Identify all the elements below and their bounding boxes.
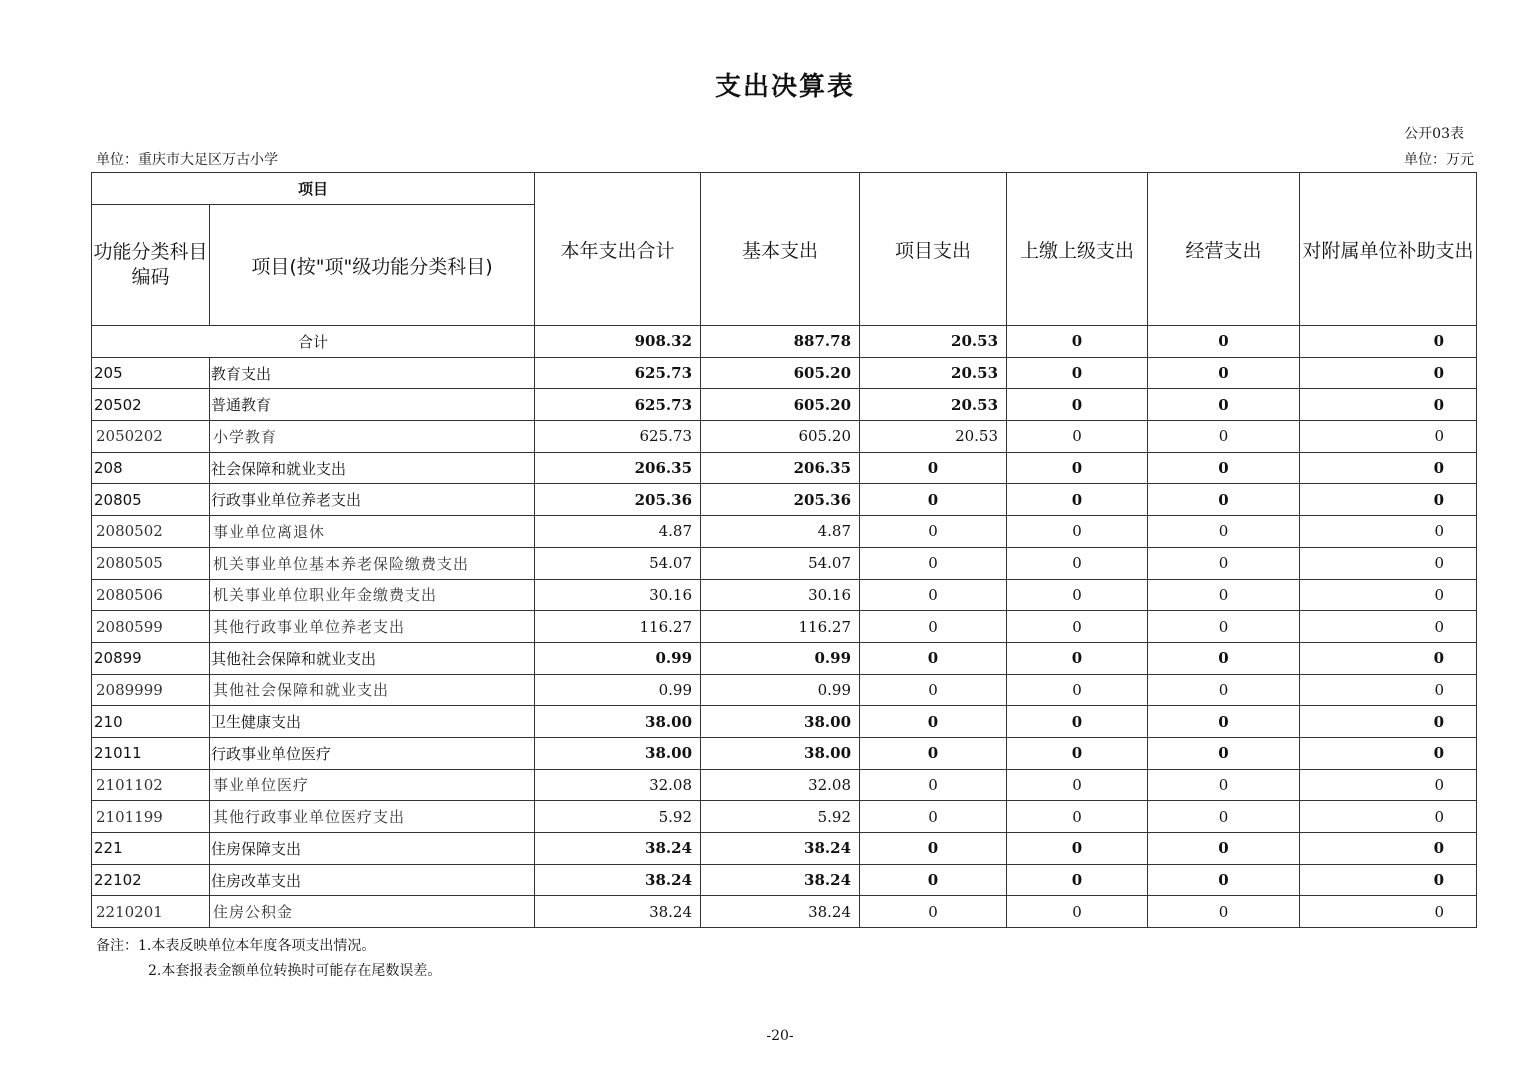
table-row bbox=[92, 896, 1477, 928]
code-cell: 20805 bbox=[92, 484, 210, 516]
notes bbox=[96, 934, 441, 984]
subsidy-cell: 0 bbox=[1300, 484, 1477, 516]
subsidy-cell: 0 bbox=[1300, 611, 1477, 643]
project-cell: 0 bbox=[860, 737, 1007, 769]
code-cell: 2080505 bbox=[92, 547, 210, 579]
project-cell: 0 bbox=[860, 484, 1007, 516]
code-cell: 2089999 bbox=[92, 674, 210, 706]
upper-cell: 0 bbox=[1007, 737, 1148, 769]
business-cell: 0 bbox=[1148, 326, 1300, 358]
code-cell: 2050202 bbox=[92, 421, 210, 453]
table-row bbox=[92, 833, 1477, 865]
table-row bbox=[92, 674, 1477, 706]
name-cell: 其他社会保障和就业支出 bbox=[210, 642, 535, 674]
upper-cell: 0 bbox=[1007, 801, 1148, 833]
upper-cell: 0 bbox=[1007, 674, 1148, 706]
header-item: 项目(按"项"级功能分类科目) bbox=[210, 205, 535, 326]
table-row bbox=[92, 516, 1477, 548]
project-cell: 0 bbox=[860, 516, 1007, 548]
project-cell: 0 bbox=[860, 674, 1007, 706]
subsidy-cell: 0 bbox=[1300, 326, 1477, 358]
code-cell: 20899 bbox=[92, 642, 210, 674]
total-cell: 625.73 bbox=[535, 389, 701, 421]
upper-cell: 0 bbox=[1007, 769, 1148, 801]
total-cell: 908.32 bbox=[535, 326, 701, 358]
upper-cell: 0 bbox=[1007, 357, 1148, 389]
name-cell: 住房保障支出 bbox=[210, 833, 535, 865]
upper-cell: 0 bbox=[1007, 389, 1148, 421]
form-number: 公开03表 bbox=[1404, 126, 1464, 142]
table-row bbox=[92, 801, 1477, 833]
project-cell: 0 bbox=[860, 611, 1007, 643]
table-row bbox=[92, 642, 1477, 674]
code-cell: 210 bbox=[92, 706, 210, 738]
name-cell: 行政事业单位养老支出 bbox=[210, 484, 535, 516]
business-cell: 0 bbox=[1148, 484, 1300, 516]
project-cell: 0 bbox=[860, 706, 1007, 738]
name-cell: 住房公积金 bbox=[210, 896, 535, 928]
project-cell: 20.53 bbox=[860, 357, 1007, 389]
upper-cell: 0 bbox=[1007, 864, 1148, 896]
subsidy-cell: 0 bbox=[1300, 896, 1477, 928]
code-cell: 2101199 bbox=[92, 801, 210, 833]
basic-cell: 32.08 bbox=[701, 769, 860, 801]
project-cell: 0 bbox=[860, 579, 1007, 611]
name-cell: 社会保障和就业支出 bbox=[210, 452, 535, 484]
total-cell: 0.99 bbox=[535, 642, 701, 674]
total-cell: 0.99 bbox=[535, 674, 701, 706]
business-cell: 0 bbox=[1148, 421, 1300, 453]
table-row bbox=[92, 357, 1477, 389]
subsidy-cell: 0 bbox=[1300, 706, 1477, 738]
subsidy-cell: 0 bbox=[1300, 737, 1477, 769]
expenditure-table bbox=[91, 172, 1477, 928]
name-cell: 住房改革支出 bbox=[210, 864, 535, 896]
header-total: 本年支出合计 bbox=[535, 173, 701, 326]
upper-cell: 0 bbox=[1007, 421, 1148, 453]
total-cell: 116.27 bbox=[535, 611, 701, 643]
name-cell: 行政事业单位医疗 bbox=[210, 737, 535, 769]
basic-cell: 605.20 bbox=[701, 357, 860, 389]
total-cell: 54.07 bbox=[535, 547, 701, 579]
basic-cell: 887.78 bbox=[701, 326, 860, 358]
basic-cell: 38.00 bbox=[701, 737, 860, 769]
header-project: 项目 bbox=[92, 173, 535, 205]
project-cell: 0 bbox=[860, 801, 1007, 833]
total-cell: 205.36 bbox=[535, 484, 701, 516]
basic-cell: 206.35 bbox=[701, 452, 860, 484]
table-row bbox=[92, 737, 1477, 769]
basic-cell: 605.20 bbox=[701, 389, 860, 421]
business-cell: 0 bbox=[1148, 611, 1300, 643]
project-cell: 0 bbox=[860, 642, 1007, 674]
business-cell: 0 bbox=[1148, 864, 1300, 896]
table-row bbox=[92, 579, 1477, 611]
note-line-1: 备注：1.本表反映单位本年度各项支出情况。 bbox=[96, 938, 376, 954]
basic-cell: 0.99 bbox=[701, 674, 860, 706]
total-cell: 38.24 bbox=[535, 864, 701, 896]
table-row bbox=[92, 452, 1477, 484]
table-row bbox=[92, 611, 1477, 643]
business-cell: 0 bbox=[1148, 801, 1300, 833]
currency-unit: 单位：万元 bbox=[1404, 152, 1474, 168]
basic-cell: 5.92 bbox=[701, 801, 860, 833]
table-row bbox=[92, 547, 1477, 579]
subsidy-cell: 0 bbox=[1300, 769, 1477, 801]
total-cell: 38.00 bbox=[535, 737, 701, 769]
subsidy-cell: 0 bbox=[1300, 516, 1477, 548]
subsidy-cell: 0 bbox=[1300, 421, 1477, 453]
total-cell: 32.08 bbox=[535, 769, 701, 801]
name-cell: 其他行政事业单位医疗支出 bbox=[210, 801, 535, 833]
name-cell: 机关事业单位基本养老保险缴费支出 bbox=[210, 547, 535, 579]
basic-cell: 38.00 bbox=[701, 706, 860, 738]
name-cell: 事业单位医疗 bbox=[210, 769, 535, 801]
total-cell: 30.16 bbox=[535, 579, 701, 611]
upper-cell: 0 bbox=[1007, 484, 1148, 516]
subsidy-cell: 0 bbox=[1300, 547, 1477, 579]
code-cell: 2080599 bbox=[92, 611, 210, 643]
subsidy-cell: 0 bbox=[1300, 674, 1477, 706]
subsidy-cell: 0 bbox=[1300, 864, 1477, 896]
code-cell: 2101102 bbox=[92, 769, 210, 801]
business-cell: 0 bbox=[1148, 674, 1300, 706]
basic-cell: 0.99 bbox=[701, 642, 860, 674]
business-cell: 0 bbox=[1148, 769, 1300, 801]
table-row bbox=[92, 769, 1477, 801]
name-cell: 其他社会保障和就业支出 bbox=[210, 674, 535, 706]
upper-cell: 0 bbox=[1007, 706, 1148, 738]
project-cell: 0 bbox=[860, 452, 1007, 484]
total-cell: 38.00 bbox=[535, 706, 701, 738]
project-cell: 20.53 bbox=[860, 421, 1007, 453]
header-basic: 基本支出 bbox=[701, 173, 860, 326]
total-cell: 4.87 bbox=[535, 516, 701, 548]
total-cell: 206.35 bbox=[535, 452, 701, 484]
reporting-unit: 单位：重庆市大足区万古小学 bbox=[96, 152, 278, 168]
code-cell: 2080506 bbox=[92, 579, 210, 611]
total-row bbox=[92, 326, 1477, 358]
upper-cell: 0 bbox=[1007, 896, 1148, 928]
upper-cell: 0 bbox=[1007, 516, 1148, 548]
code-cell: 208 bbox=[92, 452, 210, 484]
business-cell: 0 bbox=[1148, 452, 1300, 484]
name-cell: 事业单位离退休 bbox=[210, 516, 535, 548]
business-cell: 0 bbox=[1148, 357, 1300, 389]
subsidy-cell: 0 bbox=[1300, 452, 1477, 484]
basic-cell: 38.24 bbox=[701, 833, 860, 865]
project-cell: 20.53 bbox=[860, 389, 1007, 421]
upper-cell: 0 bbox=[1007, 611, 1148, 643]
total-cell: 5.92 bbox=[535, 801, 701, 833]
table-row bbox=[92, 421, 1477, 453]
table-row bbox=[92, 484, 1477, 516]
subsidy-cell: 0 bbox=[1300, 642, 1477, 674]
basic-cell: 205.36 bbox=[701, 484, 860, 516]
project-cell: 0 bbox=[860, 833, 1007, 865]
business-cell: 0 bbox=[1148, 547, 1300, 579]
basic-cell: 116.27 bbox=[701, 611, 860, 643]
code-cell: 20502 bbox=[92, 389, 210, 421]
project-cell: 0 bbox=[860, 547, 1007, 579]
page-number: -20- bbox=[766, 1028, 794, 1044]
total-label: 合计 bbox=[92, 326, 535, 358]
code-cell: 221 bbox=[92, 833, 210, 865]
business-cell: 0 bbox=[1148, 389, 1300, 421]
header-code: 功能分类科目编码 bbox=[92, 205, 210, 326]
note-line-2: 2.本套报表金额单位转换时可能存在尾数误差。 bbox=[148, 963, 442, 979]
basic-cell: 38.24 bbox=[701, 896, 860, 928]
code-cell: 205 bbox=[92, 357, 210, 389]
business-cell: 0 bbox=[1148, 896, 1300, 928]
table-row bbox=[92, 864, 1477, 896]
name-cell: 教育支出 bbox=[210, 357, 535, 389]
business-cell: 0 bbox=[1148, 737, 1300, 769]
business-cell: 0 bbox=[1148, 833, 1300, 865]
upper-cell: 0 bbox=[1007, 452, 1148, 484]
total-cell: 38.24 bbox=[535, 833, 701, 865]
total-cell: 625.73 bbox=[535, 421, 701, 453]
name-cell: 小学教育 bbox=[210, 421, 535, 453]
business-cell: 0 bbox=[1148, 642, 1300, 674]
table-row bbox=[92, 706, 1477, 738]
name-cell: 卫生健康支出 bbox=[210, 706, 535, 738]
upper-cell: 0 bbox=[1007, 547, 1148, 579]
project-cell: 0 bbox=[860, 896, 1007, 928]
name-cell: 机关事业单位职业年金缴费支出 bbox=[210, 579, 535, 611]
basic-cell: 38.24 bbox=[701, 864, 860, 896]
code-cell: 22102 bbox=[92, 864, 210, 896]
page-title: 支出决算表 bbox=[714, 72, 855, 102]
basic-cell: 4.87 bbox=[701, 516, 860, 548]
upper-cell: 0 bbox=[1007, 326, 1148, 358]
header-subsidy: 对附属单位补助支出 bbox=[1300, 173, 1477, 326]
subsidy-cell: 0 bbox=[1300, 357, 1477, 389]
subsidy-cell: 0 bbox=[1300, 389, 1477, 421]
business-cell: 0 bbox=[1148, 706, 1300, 738]
business-cell: 0 bbox=[1148, 579, 1300, 611]
code-cell: 2080502 bbox=[92, 516, 210, 548]
business-cell: 0 bbox=[1148, 516, 1300, 548]
header-project-expenditure: 项目支出 bbox=[860, 173, 1007, 326]
basic-cell: 54.07 bbox=[701, 547, 860, 579]
total-cell: 625.73 bbox=[535, 357, 701, 389]
basic-cell: 30.16 bbox=[701, 579, 860, 611]
project-cell: 0 bbox=[860, 864, 1007, 896]
upper-cell: 0 bbox=[1007, 833, 1148, 865]
subsidy-cell: 0 bbox=[1300, 579, 1477, 611]
upper-cell: 0 bbox=[1007, 642, 1148, 674]
project-cell: 0 bbox=[860, 769, 1007, 801]
project-cell: 20.53 bbox=[860, 326, 1007, 358]
subsidy-cell: 0 bbox=[1300, 833, 1477, 865]
name-cell: 普通教育 bbox=[210, 389, 535, 421]
total-cell: 38.24 bbox=[535, 896, 701, 928]
upper-cell: 0 bbox=[1007, 579, 1148, 611]
code-cell: 21011 bbox=[92, 737, 210, 769]
table-row bbox=[92, 389, 1477, 421]
code-cell: 2210201 bbox=[92, 896, 210, 928]
subsidy-cell: 0 bbox=[1300, 801, 1477, 833]
header-upper-payment: 上缴上级支出 bbox=[1007, 173, 1148, 326]
header-business: 经营支出 bbox=[1148, 173, 1300, 326]
basic-cell: 605.20 bbox=[701, 421, 860, 453]
name-cell: 其他行政事业单位养老支出 bbox=[210, 611, 535, 643]
